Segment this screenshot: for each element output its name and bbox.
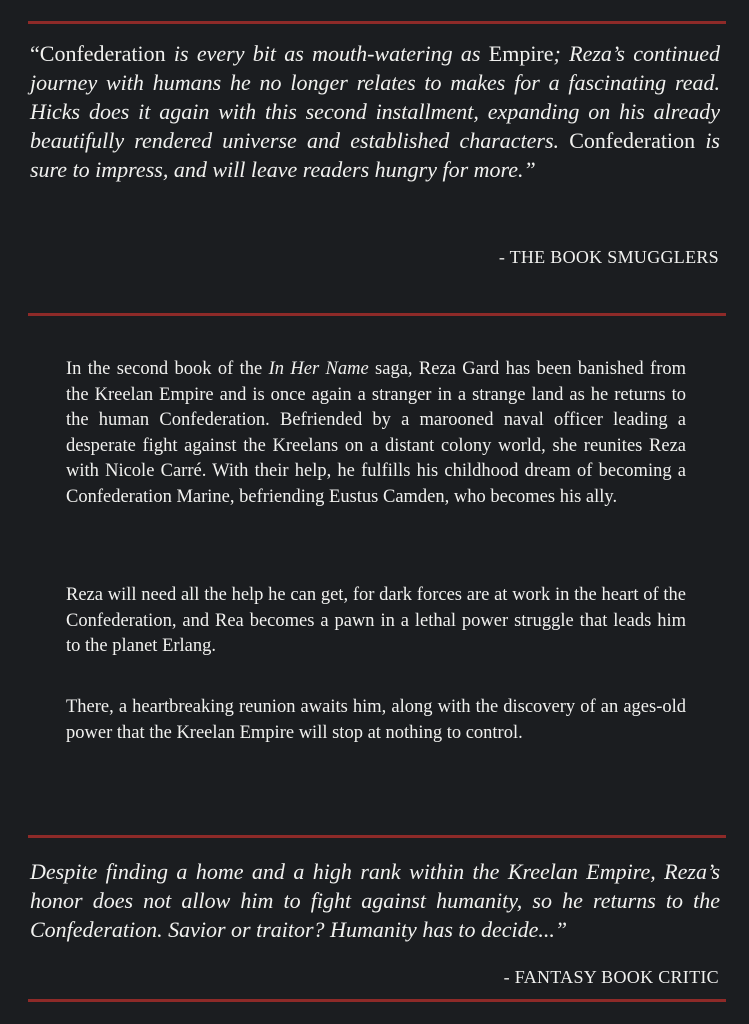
synopsis-text: saga, Reza Gard has been banished from the Kreelan Empire and is once again a stranger in a strange land as he returns to the human Confederation. Befriended by a marooned naval officer leading a desperate fight against the Kreelans on a distant colony world, she reunites Reza with Nicole Carré. With their help, he fulfills his childhood dream of becoming a Confederation Marine, befriending Eustus Camden, who becomes his ally. (66, 359, 686, 507)
section-rule (28, 313, 726, 316)
top-rule (28, 21, 726, 24)
open-quote-mark: “ (30, 41, 40, 66)
synopsis-paragraph (66, 357, 686, 511)
bottom-review-quote: Despite finding a home and a high rank within the Kreelan Empire, Reza’s honor does not allow him to fight against humanity, so he returns to the Confederation. Savior or traitor? Humanity has to decide...” (30, 859, 720, 942)
synopsis-paragraph: There, a heartbreaking reunion awaits him, along with the discovery of an ages-old power that the Kreelan Empire will stop at nothing to control. (66, 697, 686, 743)
series-title: In Her Name (268, 359, 369, 379)
synopsis-paragraph: Reza will need all the help he can get, for dark forces are at work in the heart of the Confederation, and Rea becomes a pawn in a lethal power struggle that leads him to the planet Erlang. (66, 585, 686, 657)
quote-text: is every bit as mouth-watering as (165, 41, 489, 66)
section-rule (28, 835, 726, 838)
quote-text: is sure to impress, and will leave readers hungry for more.” (30, 128, 720, 182)
top-review-quote (30, 39, 720, 184)
bottom-rule (28, 999, 726, 1002)
quote-text: ; Reza’s continued journey with humans he no longer relates to makes for a fascinating read. Hicks does it again with this second installment, expanding on his already beautifully rendered universe and established characters. (30, 41, 720, 153)
book-title: Confederation (569, 128, 696, 153)
book-title: Empire (488, 41, 554, 66)
bottom-quote-attribution: - FANTASY BOOK CRITIC (503, 967, 719, 987)
top-quote-attribution: - THE BOOK SMUGGLERS (498, 247, 719, 267)
book-title: Confederation (39, 41, 166, 66)
synopsis-text: In the second book of the (66, 359, 269, 379)
